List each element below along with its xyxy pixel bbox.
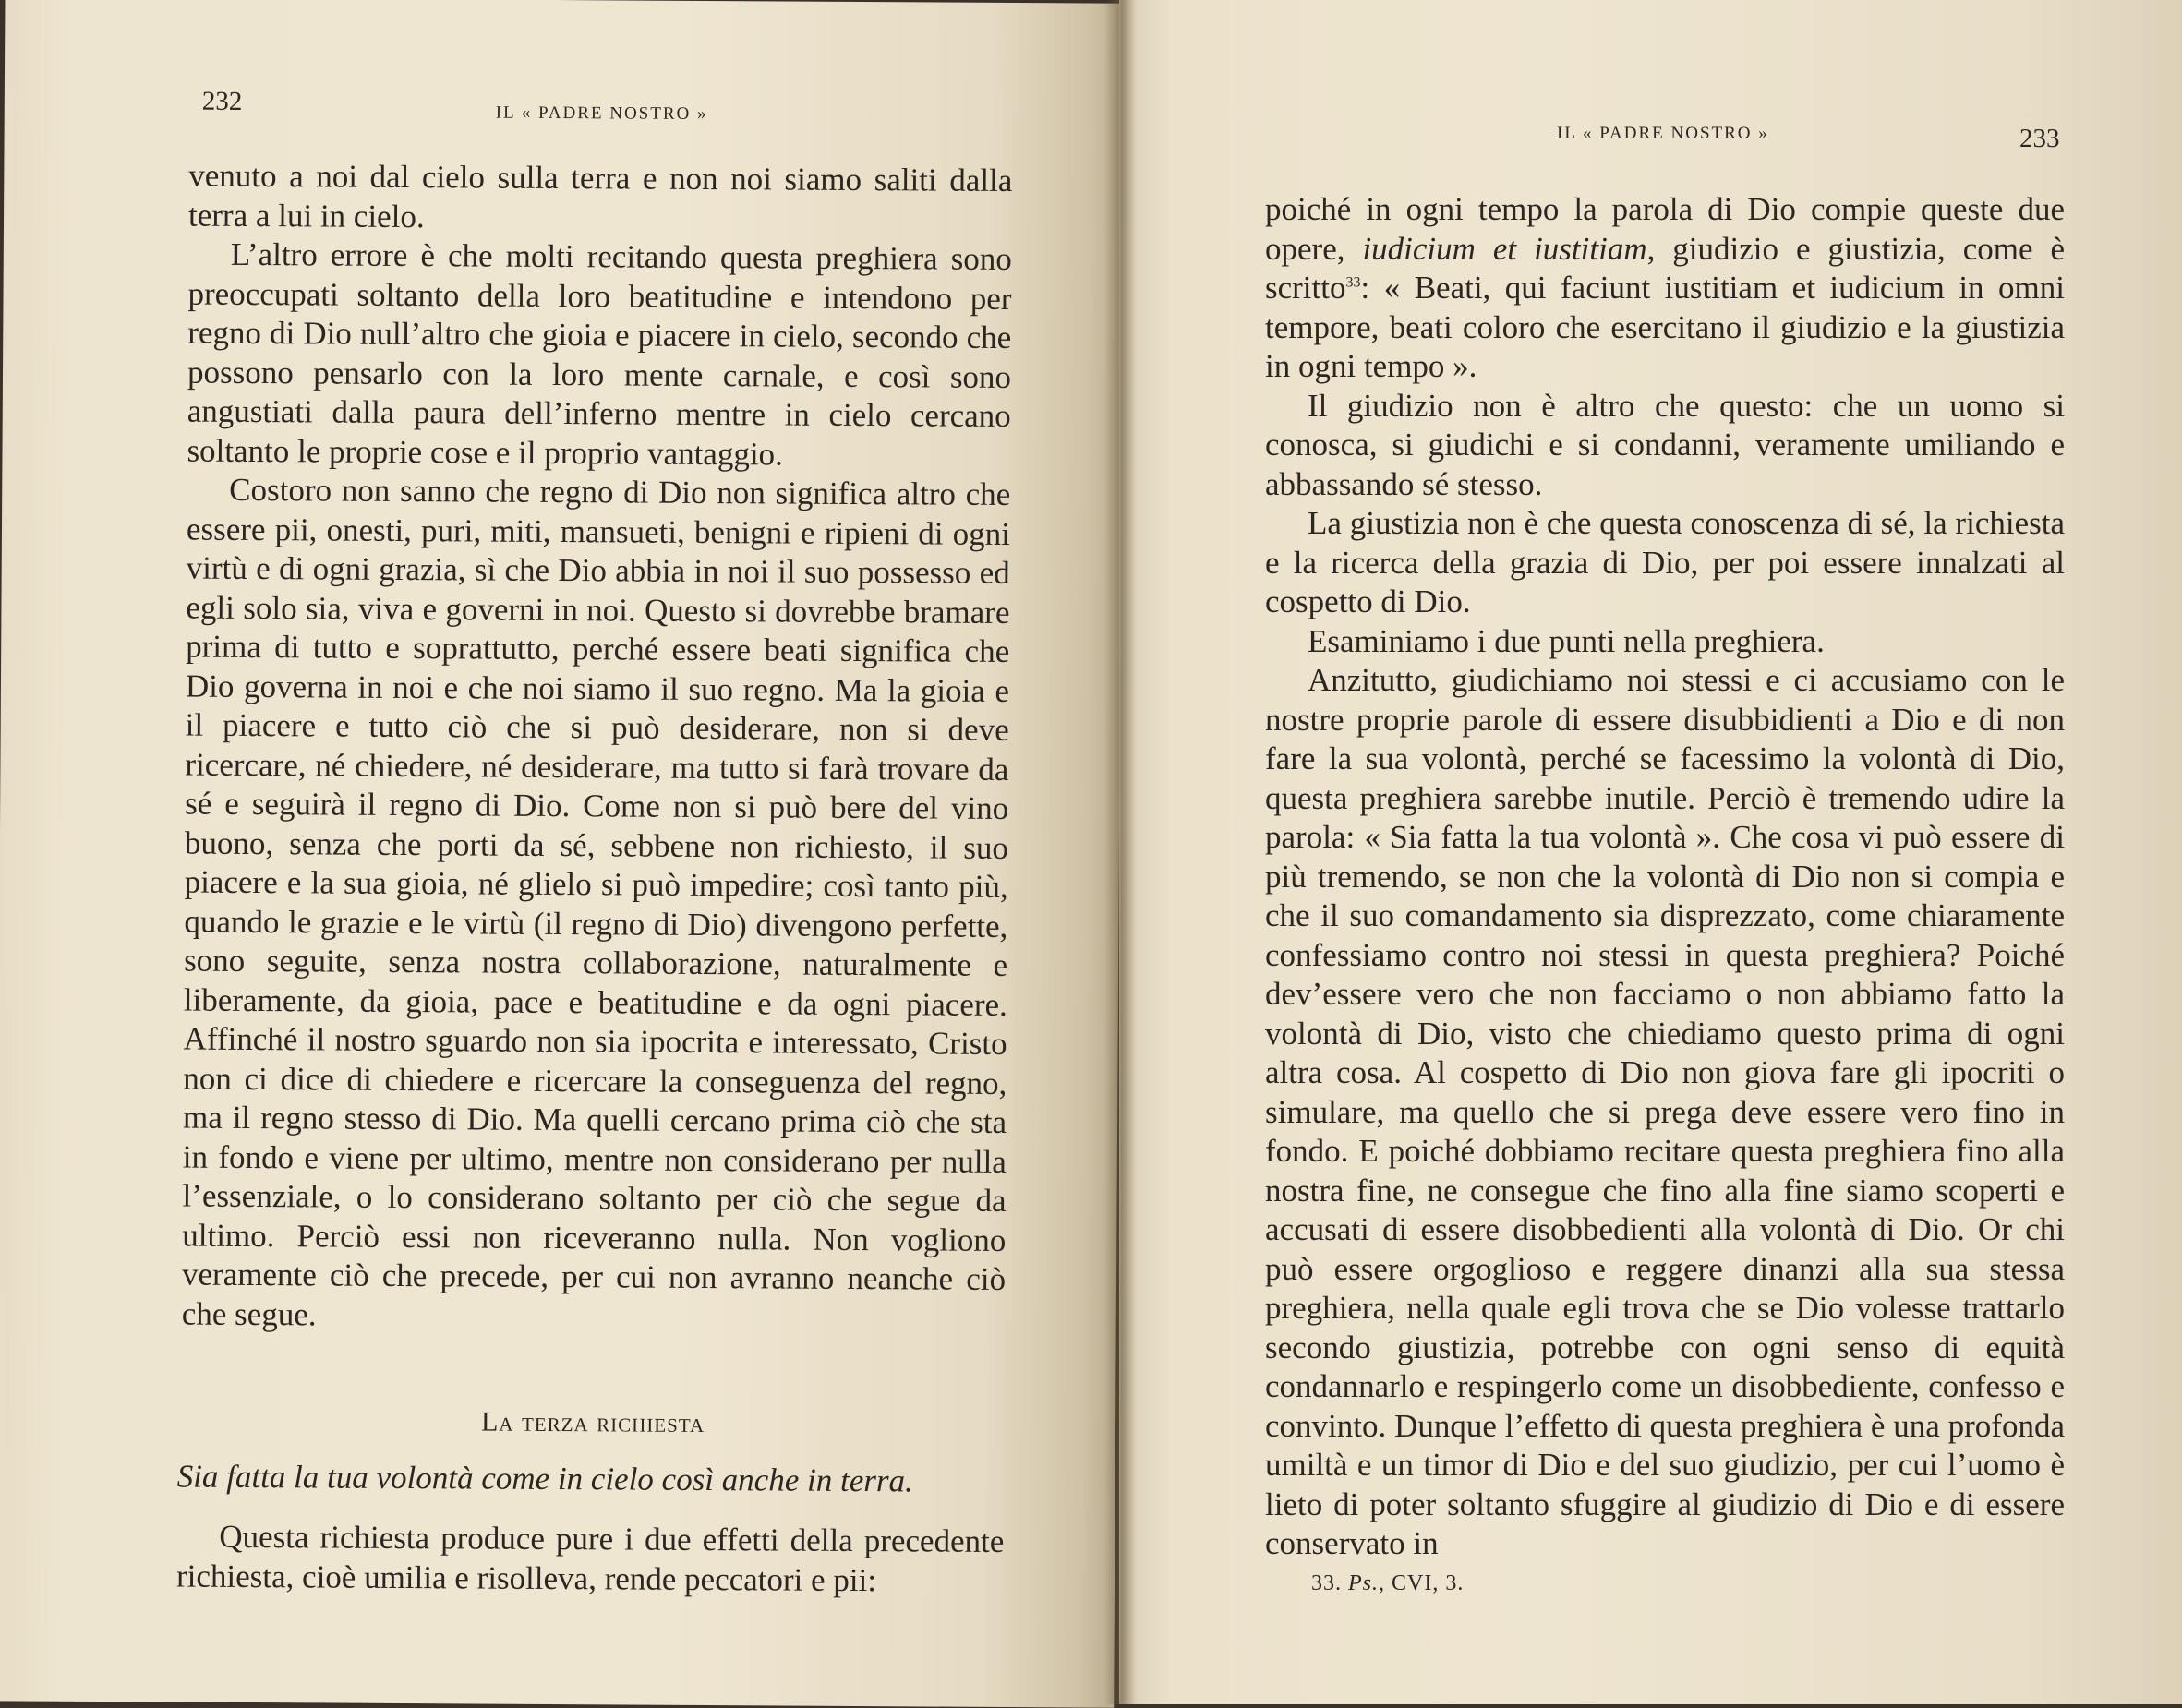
paragraph: poiché in ogni tempo la parola di Dio compie queste due opere, iudicium et iustitiam, giudizio e giustizia, come è scritto$^{33}$: « Beati, qui faciunt iustitiam et iudicium in omni tempore, beati coloro che esercitano il giudizio e la giustizia in ogni tempo ».	[1265, 191, 2066, 384]
running-head: IL « PADRE NOSTRO »	[495, 102, 708, 125]
paragraph: venuto a noi dal cielo sulla terra e non noi siamo saliti dalla terra a lui in cielo.	[187, 157, 1013, 235]
paragraph: Anzitutto, giudichiamo noi stessi e ci accusiamo con le nostre proprie parole di essere disubbidienti a Dio e di non fare la sua volontà, perché se facessimo la volontà di Dio, questa preghiera sarebbe inutile. Perciò è tremendo udire la parola: « Sia fatta la tua volontà ». Che cosa vi può essere di più tremendo, se non che la volontà di Dio non si compia e che il suo comandamento sia disprezzato, come chiaramente confessiamo contro noi stessi in questa preghiera? Poiché dev’essere vero che non facciamo o non abbiamo fatto la volontà di Dio, visto che chiediamo questo prima di ogni altra cosa. Al cospetto di Dio non giova fare gli ipocriti o simulare, ma quello che si prega deve essere vero fino in fondo. E poiché dobbiamo recitare questa preghiera fino alla nostra fine, ne consegue che fino alla fine siamo scoperti e accusati di essere disobbedienti alla volontà di Dio. Or chi può essere orgoglioso e reggere dinanzi alla sua stessa preghiera, nella quale egli trova che se Dio volesse trattarlo secondo giustizia, potrebbe con ogni senso di equità condannarlo e respingerlo come un disobbediente, confesso e convinto. Dunque l’effetto di questa preghiera è una profonda umiltà e un timor di Dio e del suo giudizio, per cui l’uomo è lieto di poter soltanto sfuggire al giudizio di Dio e di essere conservato in	[1265, 662, 2065, 1561]
latin-phrase: iudicium et iustitiam	[1362, 230, 1647, 267]
footnote-book: Ps.	[1348, 1571, 1379, 1595]
body-text-bottom	[176, 1518, 1005, 1601]
footnote	[1311, 1571, 1464, 1596]
paragraph: Il giudizio non è altro che questo: che un uomo si conosca, si giudichi e si condanni, veramente umiliando e abbassando sé stesso.	[1265, 387, 2065, 502]
page-number: 232	[201, 86, 243, 116]
footnote-reference-text: , CVI, 3.	[1379, 1571, 1465, 1595]
paragraph: Costoro non sanno che regno di Dio non significa altro che essere pii, onesti, puri, miti, mansueti, benigni e ripieni di ogni virtù e di ogni grazia, sì che Dio abbia in noi il suo possesso ed egli solo sia, viva e governi in noi. Questo si dovrebbe bramare prima di tutto e soprattutto, perché essere beati significa che Dio governa in noi e che noi siamo il suo regno. Ma la gioia e il piacere e tutto ciò che si può desiderare, non si deve ricercare, né chiedere, né desiderare, ma tutto si farà trovare da sé e seguirà il regno di Dio. Come non si può bere del vino buono, senza che porti da sé, sebbene non richiesto, il suo piacere e la sua gioia, né glielo si può impedire; così tanto più, quando le grazie e le virtù (il regno di Dio) divengono perfette, sono seguite, senza nostra collaborazione, naturalmente e liberamente, da gioia, pace e beatitudine e da ogni piacere. Affinché il nostro sguardo non sia ipocrita e interessato, Cristo non ci dice di chiedere e ricercare la conseguenza del regno, ma il regno stesso di Dio. Ma quelli cercano prima ciò che sta in fondo e viene per ultimo, mentre non considerano per nulla l’essenziale, o lo considerano soltanto per ciò che segue da ultimo. Perciò essi non riceveranno nulla. Non vogliono veramente ciò che precede, per cui non avranno neanche ciò che segue.	[181, 471, 1011, 1332]
body-text	[1265, 190, 2065, 1564]
paragraph: Questa richiesta produce pure i due effetti della precedente richiesta, cioè umilia e risolleva, rende peccatori e pii:	[175, 1518, 1005, 1598]
running-head: IL « PADRE NOSTRO »	[1557, 124, 1769, 143]
paragraph: La giustizia non è che questa conoscenza di sé, la richiesta e la ricerca della grazia di Dio, per poi essere innalzati al cospetto di Dio.	[1265, 505, 2065, 619]
paragraph: L’altro errore è che molti recitando questa preghiera sono preoccupati soltanto della loro beatitudine e intendono per regno di Dio null’altro che gioia e piacere in cielo, secondo che possono pensarlo con la loro mente carnale, e così sono angustiati dalla paura dell’inferno mentre in cielo cercano soltanto le proprie cose e il proprio vantaggio.	[187, 235, 1012, 473]
book-gutter	[1104, 0, 1136, 1704]
right-page	[1119, 0, 2182, 1704]
footnote-number: 33.	[1311, 1571, 1342, 1595]
section-title: La terza richiesta	[480, 1406, 705, 1439]
paragraph: Esaminiamo i due punti nella preghiera.	[1308, 622, 1825, 659]
page-number: 233	[2019, 124, 2060, 153]
epigraph: Sia fatta la tua volontà come in cielo così anche in terra.	[176, 1458, 913, 1499]
footnote-reference: 33	[1345, 274, 1361, 291]
body-text	[182, 157, 1013, 1339]
